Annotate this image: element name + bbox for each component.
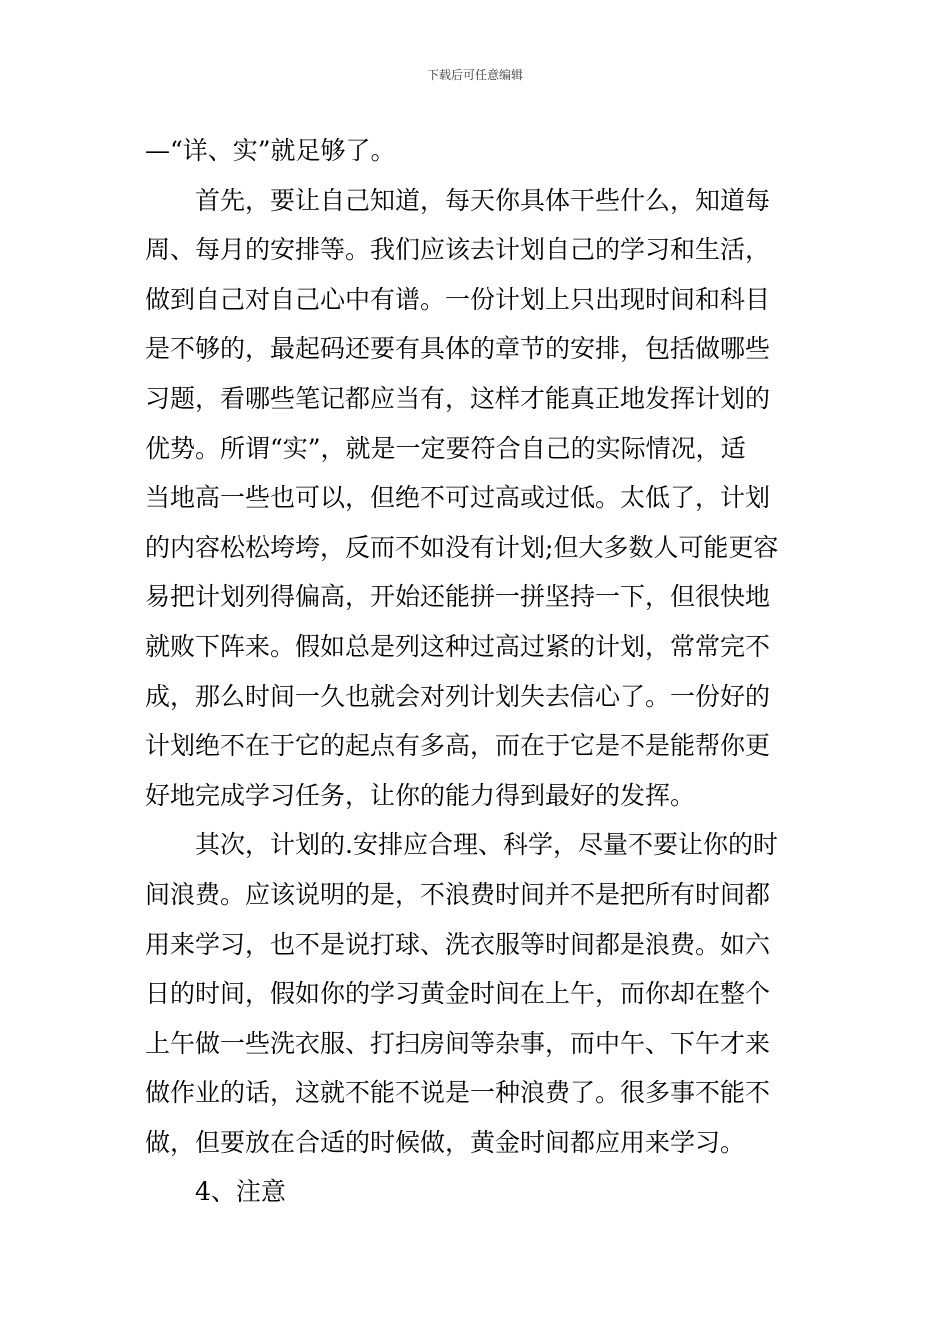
text-line: 做到自己对自己心中有谱。一份计划上只出现时间和科目 bbox=[145, 284, 771, 314]
text-line: 是不够的，最起码还要有具体的章节的安排，包括做哪些 bbox=[145, 334, 771, 364]
text-line: 计划绝不在于它的起点有多高，而在于它是不是能帮你更 bbox=[145, 731, 771, 761]
paragraph-start-line: 首先，要让自己知道，每天你具体干些什么，知道每 bbox=[195, 185, 771, 215]
text-line: 习题，看哪些笔记都应当有，这样才能真正地发挥计划的 bbox=[145, 383, 771, 413]
text-line: 用来学习，也不是说打球、洗衣服等时间都是浪费。如六 bbox=[145, 929, 771, 959]
text-line: —“详、实”就足够了。 bbox=[145, 136, 396, 165]
body-text bbox=[145, 126, 810, 1217]
text-line: 当地高一些也可以，但绝不可过高或过低。太低了，计划 bbox=[145, 483, 771, 513]
text-line: 做，但要放在合适的时候做，黄金时间都应用来学习。 bbox=[145, 1127, 746, 1157]
text-line: 成，那么时间一久也就会对列计划失去信心了。一份好的 bbox=[145, 681, 771, 711]
paragraph-start-line: 其次，计划的.安排应合理、科学，尽量不要让你的时 bbox=[195, 830, 778, 860]
text-line: 做作业的话，这就不能不说是一种浪费了。很多事不能不 bbox=[145, 1078, 771, 1108]
page-header: 下载后可任意编辑 bbox=[426, 68, 523, 82]
text-line: 日的时间，假如你的学习黄金时间在上午，而你却在整个 bbox=[145, 979, 771, 1009]
text-line: 的内容松松垮垮，反而不如没有计划;但大多数人可能更容 bbox=[145, 532, 779, 562]
text-line: 就败下阵来。假如总是列这种过高过紧的计划，常常完不 bbox=[145, 631, 771, 661]
text-line: 好地完成学习任务，让你的能力得到最好的发挥。 bbox=[145, 780, 696, 810]
section-heading: 4、注意 bbox=[195, 1177, 286, 1207]
text-line: 间浪费。应该说明的是，不浪费时间并不是把所有时间都 bbox=[145, 879, 771, 909]
text-line: 上午做一些洗衣服、打扫房间等杂事，而中午、下午才来 bbox=[145, 1028, 771, 1058]
text-line: 优势。所谓“实”，就是一定要符合自己的实际情况，适 bbox=[145, 433, 746, 463]
text-line: 周、每月的安排等。我们应该去计划自己的学习和生活， bbox=[145, 235, 771, 265]
text-line: 易把计划列得偏高，开始还能拼一拼坚持一下，但很快地 bbox=[145, 582, 771, 612]
